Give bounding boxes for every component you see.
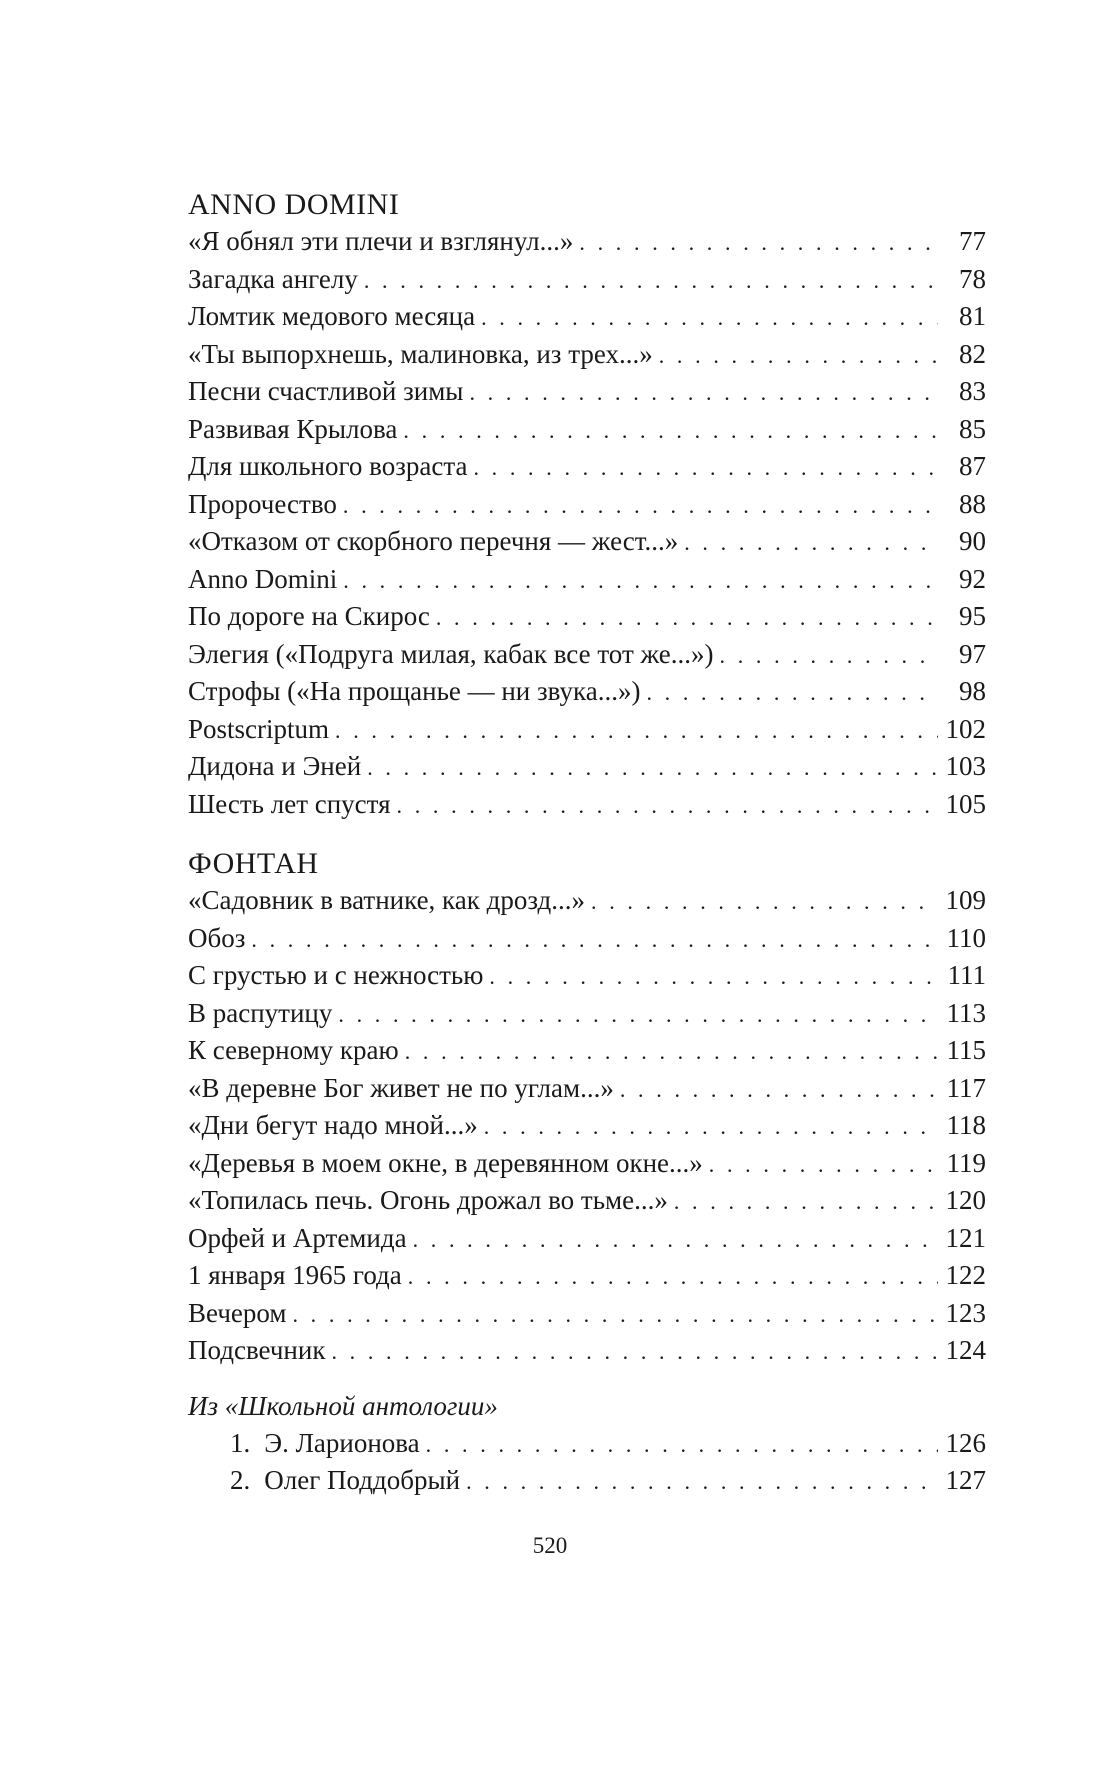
entry-page: 124 [945, 1335, 986, 1365]
entry-page: 121 [945, 1222, 986, 1253]
entry-title: Дидона и Эней [188, 751, 362, 781]
toc-entry [188, 411, 986, 449]
toc-entry [188, 786, 986, 824]
toc-entry [188, 1070, 986, 1108]
toc-entry [188, 448, 986, 486]
dot-leader [397, 787, 938, 825]
dot-leader [338, 996, 938, 1034]
toc-subentry [188, 1425, 986, 1463]
entry-number: 1. [230, 1427, 251, 1458]
toc-entry [188, 1295, 986, 1333]
dot-leader [413, 1221, 938, 1259]
dot-leader [709, 1146, 938, 1184]
entry-page: 123 [945, 1297, 986, 1328]
entry-title: С грустью и с нежностью [188, 960, 484, 990]
entry-page: 85 [959, 413, 986, 444]
dot-leader [579, 224, 938, 262]
toc-entry [188, 920, 986, 958]
toc-entry [188, 1145, 986, 1183]
entry-page: 82 [959, 338, 986, 369]
toc-entry [188, 882, 986, 920]
toc-entry [188, 1257, 986, 1295]
toc-entry [188, 748, 986, 786]
entry-page: 98 [959, 676, 986, 706]
entry-title: Строфы («На прощанье — ни звука...») [188, 676, 641, 706]
entry-page: 103 [945, 751, 986, 781]
dot-leader [473, 449, 938, 487]
page-number: 520 [532, 1533, 568, 1558]
entry-title: Развивая Крылова [188, 413, 398, 444]
dot-leader [489, 958, 938, 996]
entry-page: 113 [946, 997, 986, 1028]
dot-leader [408, 1258, 938, 1296]
entry-page: 127 [945, 1465, 986, 1495]
dot-leader [343, 562, 938, 600]
entry-title: «Дни бегут надо мной...» [188, 1110, 478, 1140]
dot-leader [343, 487, 938, 525]
entry-title: По дороге на Скирос [188, 601, 430, 631]
entry-page: 92 [959, 563, 986, 594]
toc-entry [188, 486, 986, 524]
dot-leader [469, 374, 938, 412]
entry-title: Загадка ангелу [188, 263, 358, 294]
section-entries-fontan [188, 882, 986, 1370]
section-title-fontan: ФОНТАН [188, 847, 319, 880]
dot-leader [659, 337, 938, 375]
toc-entry [188, 1107, 986, 1145]
dot-leader [335, 712, 937, 750]
entry-page: 111 [947, 960, 986, 990]
entry-page: 105 [945, 788, 986, 819]
entry-page: 78 [959, 263, 986, 294]
toc-entry [188, 1182, 986, 1220]
toc-entry [188, 1332, 986, 1370]
section-entries-anno-domini [188, 223, 986, 823]
dot-leader [426, 1426, 938, 1464]
entry-title: Шесть лет спустя [188, 788, 391, 819]
toc-subentry [188, 1462, 986, 1500]
entry-page: 115 [946, 1035, 986, 1065]
entry-page: 119 [946, 1147, 986, 1178]
entry-page: 77 [959, 226, 986, 256]
dot-leader [591, 883, 937, 921]
dot-leader [484, 1108, 938, 1146]
entry-page: 83 [959, 376, 986, 406]
entry-title: Postscriptum [188, 713, 330, 744]
entry-title: «В деревне Бог живет не по углам...» [188, 1072, 614, 1103]
entry-page: 81 [959, 301, 986, 331]
entry-page: 102 [945, 713, 986, 744]
entry-page: 110 [946, 922, 986, 953]
entry-title: Ломтик медового месяца [188, 301, 476, 331]
entry-title: «Топилась печь. Огонь дрожал во тьме...» [188, 1185, 668, 1215]
entry-page: 118 [946, 1110, 986, 1140]
entry-title: 1 января 1965 года [188, 1260, 402, 1290]
entry-title: Песни счастливой зимы [188, 376, 464, 406]
entry-title: «Отказом от скорбного перечня — жест...» [188, 526, 679, 556]
dot-leader [367, 749, 937, 787]
section-title-anno-domini: ANNO DOMINI [188, 188, 400, 221]
toc-entry [188, 673, 986, 711]
toc-entry [188, 223, 986, 261]
section-spacer [188, 1370, 986, 1388]
entry-page: 117 [946, 1072, 986, 1103]
entry-title: Пророчество [188, 488, 337, 519]
dot-leader [292, 1296, 937, 1334]
entry-page: 120 [945, 1185, 986, 1215]
entry-title: «Я обнял эти плечи и взглянул...» [188, 226, 574, 256]
entry-page: 87 [959, 451, 986, 481]
entry-page: 90 [959, 526, 986, 556]
dot-leader [720, 637, 938, 675]
dot-leader [364, 262, 938, 300]
dot-leader [436, 599, 938, 637]
toc-entry [188, 261, 986, 299]
toc-entry [188, 1032, 986, 1070]
entry-title: Элегия («Подруга милая, кабак все тот же...») [188, 638, 714, 669]
entry-page: 97 [959, 638, 986, 669]
dot-leader [646, 674, 938, 712]
entry-page: 88 [959, 488, 986, 519]
entry-title: «Ты выпорхнешь, малиновка, из трех...» [188, 338, 653, 369]
entry-title: Орфей и Артемида [188, 1222, 407, 1253]
entry-title: Э. Ларионова [264, 1427, 420, 1458]
entry-title: «Деревья в моем окне, в деревянном окне...» [188, 1147, 703, 1178]
entry-page: 122 [945, 1260, 986, 1290]
entry-title: Обоз [188, 922, 246, 953]
entry-title: Олег Поддобрый [264, 1465, 461, 1495]
entry-title: Для школьного возраста [188, 451, 468, 481]
entry-title: Вечером [188, 1297, 287, 1328]
toc-entry [188, 598, 986, 636]
toc-entry [188, 523, 986, 561]
entry-number: 2. [230, 1465, 251, 1495]
toc-entry [188, 711, 986, 749]
dot-leader [481, 299, 938, 337]
entry-title: Anno Domini [188, 563, 338, 594]
toc-entry [188, 298, 986, 336]
dot-leader [466, 1463, 937, 1501]
toc-entry [188, 336, 986, 374]
toc-entry [188, 995, 986, 1033]
dot-leader [331, 1333, 937, 1371]
toc-entry [188, 1220, 986, 1258]
entry-title: Подсвечник [188, 1335, 326, 1365]
toc-entry [188, 373, 986, 411]
table-of-contents [188, 186, 986, 1500]
entry-page: 109 [945, 885, 986, 915]
dot-leader [403, 412, 938, 450]
entry-page: 95 [959, 601, 986, 631]
dot-leader [620, 1071, 938, 1109]
subsection-title: Из «Школьной антологии» [188, 1390, 498, 1421]
dot-leader [684, 524, 938, 562]
entry-page: 126 [945, 1427, 986, 1458]
dot-leader [405, 1033, 938, 1071]
toc-entry [188, 957, 986, 995]
toc-entry [188, 561, 986, 599]
section-spacer [188, 823, 986, 845]
dot-leader [251, 921, 938, 959]
toc-entry [188, 636, 986, 674]
entry-title: К северному краю [188, 1035, 399, 1065]
dot-leader [674, 1183, 938, 1221]
entry-title: В распутицу [188, 997, 333, 1028]
entry-title: «Садовник в ватнике, как дрозд...» [188, 885, 586, 915]
